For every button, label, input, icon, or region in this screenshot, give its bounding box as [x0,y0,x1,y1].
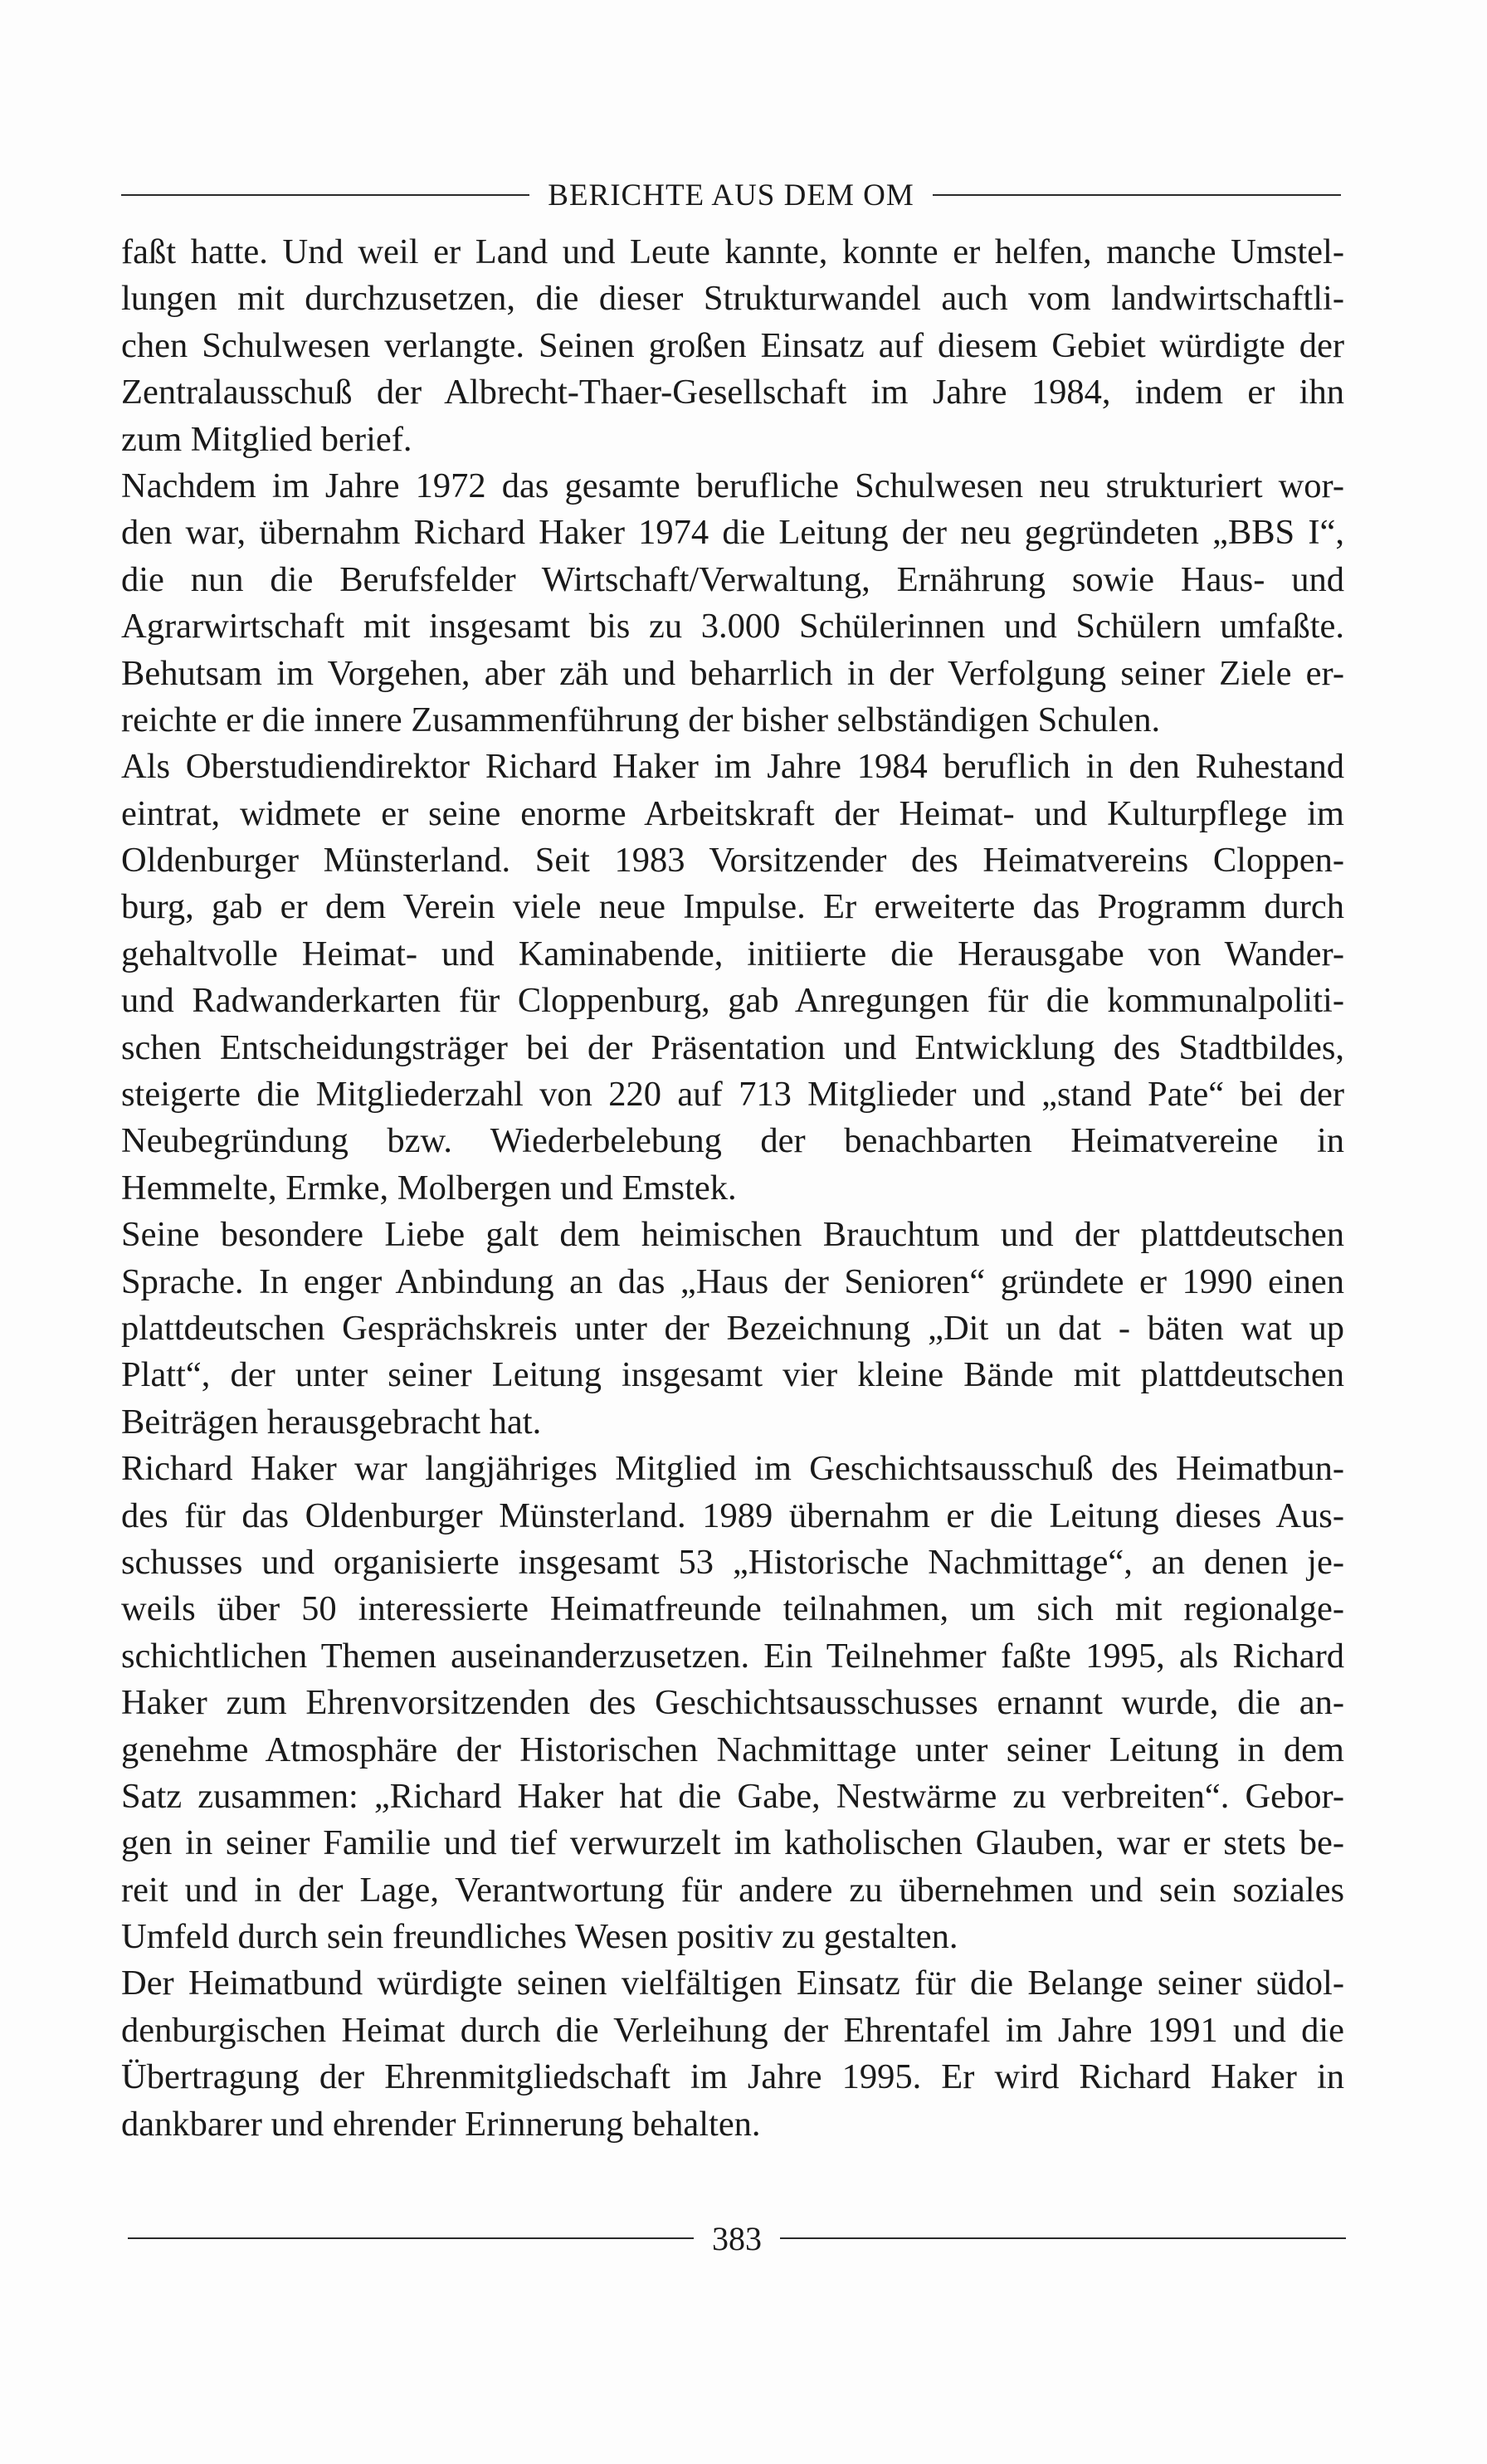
page-number: 383 [712,2219,762,2257]
running-header [121,174,1341,216]
text-line: Richard Haker war langjähriges Mitglied im Geschichtsausschuß des Heimatbun- [121,1449,1344,1489]
text-line: Beiträgen herausgebracht hat. [121,1402,542,1442]
text-line: Seine besondere Liebe galt dem heimischen Brauchtum und der plattdeutschen [121,1215,1344,1255]
footer-rule-left [128,2237,694,2239]
header-rule-left [121,194,529,196]
text-line: denburgischen Heimat durch die Verleihung der Ehrentafel im Jahre 1991 und die [121,2010,1344,2050]
paragraph [121,463,1344,744]
text-line: Satz zusammen: „Richard Haker hat die Gabe, Nestwärme zu verbreiten“. Gebor- [121,1776,1344,1816]
text-line: steigerte die Mitgliederzahl von 220 auf 713 Mitglieder und „stand Pate“ bei der [121,1075,1344,1115]
text-line: Hemmelte, Ermke, Molbergen und Emstek. [121,1168,737,1208]
header-rule-right [933,194,1341,196]
text-line: Umfeld durch sein freundliches Wesen positiv zu gestalten. [121,1917,958,1957]
text-line: zum Mitglied berief. [121,419,412,459]
text-line: schen Entscheidungsträger bei der Präsentation und Entwicklung des Stadtbildes, [121,1027,1344,1067]
text-line: reichte er die innere Zusammenführung der bisher selbständigen Schulen. [121,700,1161,739]
text-line: eintrat, widmete er seine enorme Arbeitskraft der Heimat- und Kulturpflege im [121,793,1344,833]
text-line: Der Heimatbund würdigte seinen vielfältigen Einsatz für die Belange seiner südol- [121,1964,1344,2003]
text-line: Oldenburger Münsterland. Seit 1983 Vorsitzender des Heimatvereins Cloppen- [121,841,1344,881]
text-line: faßt hatte. Und weil er Land und Leute kannte, konnte er helfen, manche Umstel- [121,232,1344,271]
text-line: Neubegründung bzw. Wiederbelebung der benachbarten Heimatvereine in [121,1121,1344,1161]
paragraph [121,1960,1344,2148]
text-line: reit und in der Lage, Verantwortung für andere zu übernehmen und sein soziales [121,1870,1344,1910]
text-line: weils über 50 interessierte Heimatfreunde teilnahmen, um sich mit regionalge- [121,1589,1344,1629]
text-line: schichtlichen Themen auseinanderzusetzen. Ein Teilnehmer faßte 1995, als Richard [121,1636,1344,1676]
text-line: lungen mit durchzusetzen, die dieser Strukturwandel auch vom landwirtschaftli- [121,279,1344,319]
text-line: Agrarwirtschaft mit insgesamt bis zu 3.000 Schülerinnen und Schülern umfaßte. [121,607,1344,646]
paragraph [121,1212,1344,1446]
text-line: schusses und organisierte insgesamt 53 „Historische Nachmittage“, an denen je- [121,1542,1344,1582]
text-line: burg, gab er dem Verein viele neue Impulse. Er erweiterte das Programm durch [121,887,1344,927]
body-text [121,229,1344,2148]
text-line: des für das Oldenburger Münsterland. 1989 übernahm er die Leitung dieses Aus- [121,1495,1344,1535]
text-line: Nachdem im Jahre 1972 das gesamte berufliche Schulwesen neu strukturiert wor- [121,466,1344,505]
text-line: Behutsam im Vorgehen, aber zäh und beharrlich in der Verfolgung seiner Ziele er- [121,653,1344,693]
text-line: dankbarer und ehrender Erinnerung behalten. [121,2104,761,2144]
text-line: gen in seiner Familie und tief verwurzelt im katholischen Glauben, war er stets be- [121,1823,1344,1863]
text-line: die nun die Berufsfelder Wirtschaft/Verwaltung, Ernährung sowie Haus- und [121,559,1344,599]
text-line: Platt“, der unter seiner Leitung insgesamt vier kleine Bände mit plattdeutschen [121,1355,1344,1395]
text-line: gehaltvolle Heimat- und Kaminabende, initiierte die Herausgabe von Wander- [121,934,1344,973]
text-line: Sprache. In enger Anbindung an das „Haus der Senioren“ gründete er 1990 einen [121,1261,1344,1301]
text-line: Zentralausschuß der Albrecht-Thaer-Gesellschaft im Jahre 1984, indem er ihn [121,373,1344,412]
text-line: den war, übernahm Richard Haker 1974 die Leitung der neu gegründeten „BBS I“, [121,513,1344,553]
text-line: und Radwanderkarten für Cloppenburg, gab Anregungen für die kommunalpoliti- [121,981,1344,1021]
page-footer [128,2218,1346,2259]
header-title: BERICHTE AUS DEM OM [548,178,914,212]
paragraph [121,744,1344,1212]
text-line: chen Schulwesen verlangte. Seinen großen Einsatz auf diesem Gebiet würdigte der [121,325,1344,365]
text-line: Übertragung der Ehrenmitgliedschaft im Jahre 1995. Er wird Richard Haker in [121,2057,1344,2097]
text-line: Haker zum Ehrenvorsitzenden des Geschichtsausschusses ernannt wurde, die an- [121,1683,1344,1723]
paragraph [121,229,1344,463]
footer-rule-right [780,2237,1346,2239]
text-line: Als Oberstudiendirektor Richard Haker im Jahre 1984 beruflich in den Ruhestand [121,747,1344,787]
text-line: genehme Atmosphäre der Historischen Nachmittage unter seiner Leitung in dem [121,1730,1344,1769]
paragraph [121,1446,1344,1960]
text-line: plattdeutschen Gesprächskreis unter der Bezeichnung „Dit un dat - bäten wat up [121,1308,1344,1348]
